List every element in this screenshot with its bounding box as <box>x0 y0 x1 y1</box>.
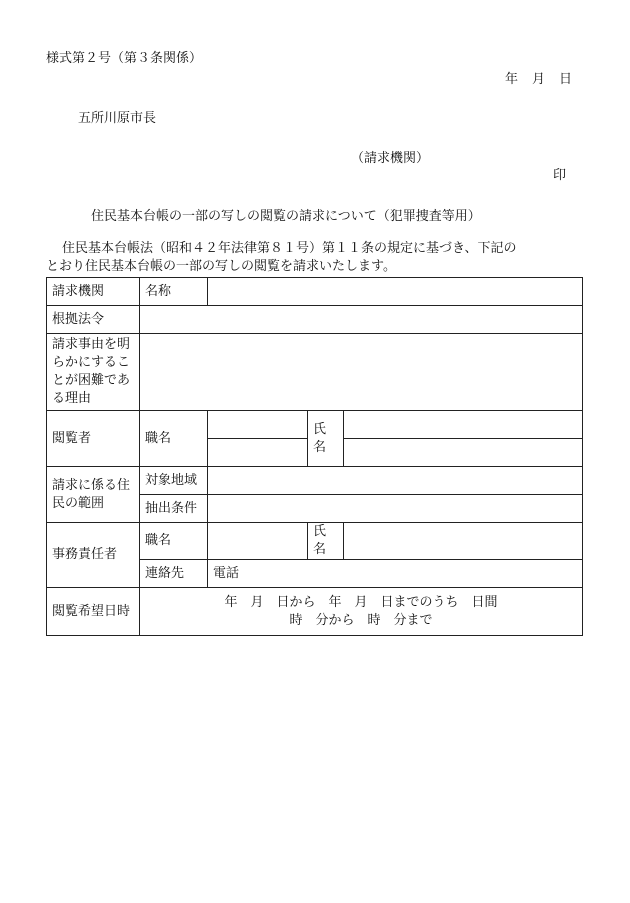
body-text <box>46 240 582 276</box>
viewer-label: 閲覧者 <box>47 411 140 467</box>
desired-date-field[interactable] <box>140 588 583 636</box>
seal-mark: 印 <box>553 168 567 183</box>
table-row <box>47 411 583 439</box>
difficult-reason-label: 請求事由を明らかにすることが困難である理由 <box>47 334 140 411</box>
viewer-name-field-1[interactable] <box>344 411 583 439</box>
date-year: 年 <box>505 72 519 87</box>
difficult-reason-field[interactable] <box>140 334 583 411</box>
date-line <box>505 68 572 87</box>
desired-date-line-1: 年 月 日から 年 月 日までのうち 日間 <box>224 594 498 610</box>
requester-label: （請求機関） <box>351 151 430 166</box>
table-row <box>47 306 583 334</box>
legal-basis-field[interactable] <box>140 306 583 334</box>
contact-phone-field[interactable] <box>208 560 583 588</box>
officer-in-charge-label: 事務責任者 <box>47 523 140 588</box>
body-line-2: とおり住民基本台帳の一部の写しの閲覧を請求いたします。 <box>46 259 396 274</box>
viewer-job-title-field-1[interactable] <box>208 411 308 439</box>
table-row <box>47 334 583 411</box>
document-title: 住民基本台帳の一部の写しの閲覧の請求について（犯罪捜査等用） <box>91 209 481 224</box>
table-row <box>47 278 583 306</box>
viewer-name-label: 氏名 <box>308 411 344 467</box>
table-row <box>47 523 583 560</box>
addressee: 五所川原市長 <box>78 111 157 126</box>
viewer-name-field-2[interactable] <box>344 439 583 467</box>
officer-name-label: 氏名 <box>308 523 344 560</box>
extraction-conditions-field[interactable] <box>208 495 583 523</box>
officer-job-title-field[interactable] <box>208 523 308 560</box>
officer-name-field[interactable] <box>344 523 583 560</box>
scope-label: 請求に係る住民の範囲 <box>47 467 140 523</box>
viewer-job-title-label: 職名 <box>140 411 208 467</box>
officer-job-title-label: 職名 <box>140 523 208 560</box>
agency-name-field[interactable] <box>208 278 583 306</box>
target-area-field[interactable] <box>208 467 583 495</box>
request-table <box>46 277 583 636</box>
table-row <box>47 588 583 636</box>
table-row <box>47 467 583 495</box>
requesting-agency-label: 請求機関 <box>47 278 140 306</box>
agency-name-label: 名称 <box>140 278 208 306</box>
date-month: 月 <box>532 72 546 87</box>
phone-label: 電話 <box>213 565 240 581</box>
extraction-conditions-label: 抽出条件 <box>140 495 208 523</box>
body-line-1: 住民基本台帳法（昭和４２年法律第８１号）第１１条の規定に基づき、下記の <box>62 241 517 256</box>
viewer-job-title-field-2[interactable] <box>208 439 308 467</box>
target-area-label: 対象地域 <box>140 467 208 495</box>
contact-label: 連絡先 <box>140 560 208 588</box>
legal-basis-label: 根拠法令 <box>47 306 140 334</box>
desired-date-line-2: 時 分から 時 分まで <box>289 612 433 628</box>
date-day: 日 <box>559 72 573 87</box>
desired-date-label: 閲覧希望日時 <box>47 588 140 636</box>
form-number: 様式第２号（第３条関係） <box>46 51 203 66</box>
